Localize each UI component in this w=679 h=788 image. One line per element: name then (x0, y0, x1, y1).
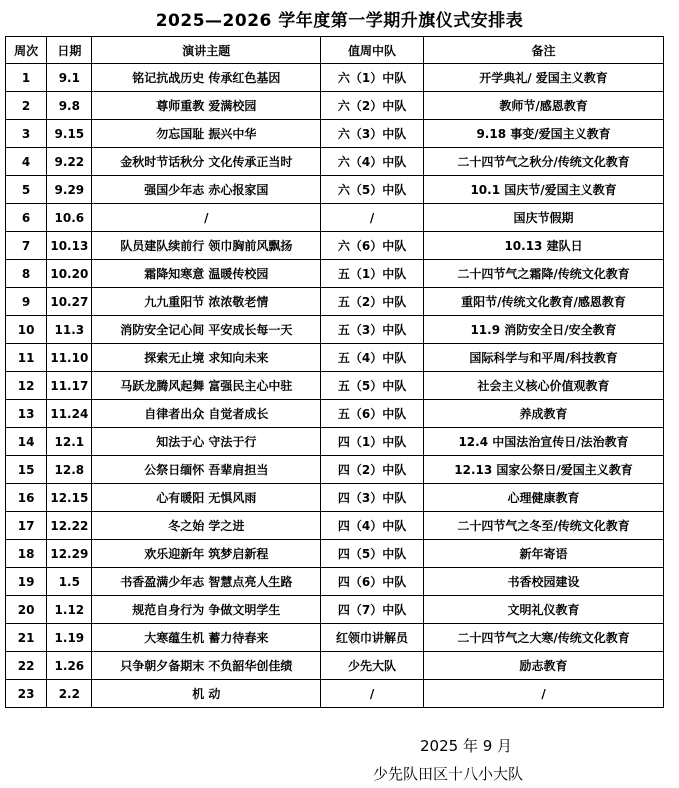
table-header-row (6, 37, 664, 64)
cell-note: 二十四节气之大寒/传统文化教育 (424, 624, 664, 652)
cell-week: 4 (6, 148, 47, 176)
cell-squad: 四（7）中队 (321, 596, 424, 624)
cell-topic: 马跃龙腾风起舞 富强民主心中驻 (92, 372, 321, 400)
cell-week: 15 (6, 456, 47, 484)
cell-topic: 金秋时节话秋分 文化传承正当时 (92, 148, 321, 176)
cell-topic: 队员建队续前行 领巾胸前风飘扬 (92, 232, 321, 260)
table-row (6, 624, 664, 652)
cell-date: 11.10 (47, 344, 92, 372)
cell-week: 5 (6, 176, 47, 204)
cell-week: 11 (6, 344, 47, 372)
cell-squad: 红领巾讲解员 (321, 624, 424, 652)
cell-squad: 五（5）中队 (321, 372, 424, 400)
cell-week: 8 (6, 260, 47, 288)
cell-squad: 四（1）中队 (321, 428, 424, 456)
cell-date: 11.3 (47, 316, 92, 344)
cell-note: 二十四节气之霜降/传统文化教育 (424, 260, 664, 288)
cell-week: 19 (6, 568, 47, 596)
cell-week: 20 (6, 596, 47, 624)
table-row (6, 232, 664, 260)
cell-topic: 强国少年志 赤心报家国 (92, 176, 321, 204)
cell-week: 7 (6, 232, 47, 260)
cell-topic: 霜降知寒意 温暖传校园 (92, 260, 321, 288)
table-row (6, 344, 664, 372)
cell-squad: 六（6）中队 (321, 232, 424, 260)
cell-note: 养成教育 (424, 400, 664, 428)
cell-note: 文明礼仪教育 (424, 596, 664, 624)
cell-note: 10.13 建队日 (424, 232, 664, 260)
cell-note: 教师节/感恩教育 (424, 92, 664, 120)
table-row (6, 204, 664, 232)
cell-topic: 书香盈满少年志 智慧点亮人生路 (92, 568, 321, 596)
cell-note: / (424, 680, 664, 708)
cell-topic: 知法于心 守法于行 (92, 428, 321, 456)
cell-date: 12.8 (47, 456, 92, 484)
cell-week: 10 (6, 316, 47, 344)
cell-date: 10.20 (47, 260, 92, 288)
cell-week: 2 (6, 92, 47, 120)
cell-date: 1.5 (47, 568, 92, 596)
table-row (6, 680, 664, 708)
table-row (6, 428, 664, 456)
cell-squad: 六（5）中队 (321, 176, 424, 204)
cell-note: 开学典礼/ 爱国主义教育 (424, 64, 664, 92)
cell-note: 国际科学与和平周/科技教育 (424, 344, 664, 372)
cell-week: 6 (6, 204, 47, 232)
cell-topic: 心有暖阳 无惧风雨 (92, 484, 321, 512)
cell-week: 14 (6, 428, 47, 456)
cell-note: 社会主义核心价值观教育 (424, 372, 664, 400)
cell-note: 二十四节气之秋分/传统文化教育 (424, 148, 664, 176)
table-row (6, 260, 664, 288)
cell-week: 22 (6, 652, 47, 680)
cell-squad: 六（4）中队 (321, 148, 424, 176)
cell-topic: 规范自身行为 争做文明学生 (92, 596, 321, 624)
cell-note: 励志教育 (424, 652, 664, 680)
table-row (6, 148, 664, 176)
cell-topic: 自律者出众 自觉者成长 (92, 400, 321, 428)
table-row (6, 288, 664, 316)
cell-week: 13 (6, 400, 47, 428)
cell-squad: 四（6）中队 (321, 568, 424, 596)
table-row (6, 64, 664, 92)
cell-note: 心理健康教育 (424, 484, 664, 512)
cell-squad: / (321, 204, 424, 232)
cell-squad: 六（1）中队 (321, 64, 424, 92)
table-row (6, 92, 664, 120)
cell-week: 21 (6, 624, 47, 652)
cell-topic: 公祭日缅怀 吾辈肩担当 (92, 456, 321, 484)
cell-note: 9.18 事变/爱国主义教育 (424, 120, 664, 148)
cell-squad: 五（2）中队 (321, 288, 424, 316)
cell-date: 1.19 (47, 624, 92, 652)
cell-date: 12.29 (47, 540, 92, 568)
table-row (6, 652, 664, 680)
cell-squad: 少先大队 (321, 652, 424, 680)
table-row (6, 372, 664, 400)
cell-week: 9 (6, 288, 47, 316)
cell-note: 新年寄语 (424, 540, 664, 568)
cell-topic: 欢乐迎新年 筑梦启新程 (92, 540, 321, 568)
cell-week: 1 (6, 64, 47, 92)
header-squad: 值周中队 (321, 37, 424, 64)
cell-topic: 大寒蕴生机 蓄力待春来 (92, 624, 321, 652)
cell-date: 1.26 (47, 652, 92, 680)
cell-topic: 九九重阳节 浓浓敬老情 (92, 288, 321, 316)
cell-squad: 六（3）中队 (321, 120, 424, 148)
cell-date: 12.1 (47, 428, 92, 456)
cell-note: 11.9 消防安全日/安全教育 (424, 316, 664, 344)
cell-squad: 五（6）中队 (321, 400, 424, 428)
cell-topic: 勿忘国耻 振兴中华 (92, 120, 321, 148)
table-row (6, 484, 664, 512)
cell-date: 9.1 (47, 64, 92, 92)
header-topic: 演讲主题 (92, 37, 321, 64)
cell-week: 17 (6, 512, 47, 540)
cell-squad: 五（3）中队 (321, 316, 424, 344)
cell-squad: 六（2）中队 (321, 92, 424, 120)
cell-squad: 四（3）中队 (321, 484, 424, 512)
cell-date: 9.15 (47, 120, 92, 148)
table-row (6, 120, 664, 148)
cell-date: 11.24 (47, 400, 92, 428)
cell-week: 18 (6, 540, 47, 568)
cell-week: 23 (6, 680, 47, 708)
table-row (6, 316, 664, 344)
cell-date: 9.8 (47, 92, 92, 120)
table-row (6, 540, 664, 568)
table-row (6, 400, 664, 428)
table-row (6, 176, 664, 204)
cell-date: 2.2 (47, 680, 92, 708)
header-note: 备注 (424, 37, 664, 64)
cell-date: 11.17 (47, 372, 92, 400)
cell-topic: 铭记抗战历史 传承红色基因 (92, 64, 321, 92)
cell-date: 1.12 (47, 596, 92, 624)
schedule-table (5, 36, 664, 708)
cell-topic: 尊师重教 爱满校园 (92, 92, 321, 120)
cell-squad: 四（4）中队 (321, 512, 424, 540)
cell-squad: 四（5）中队 (321, 540, 424, 568)
cell-topic: 冬之始 学之进 (92, 512, 321, 540)
footer-date: 2025 年 9 月 (420, 737, 513, 755)
cell-topic: / (92, 204, 321, 232)
cell-date: 10.6 (47, 204, 92, 232)
cell-date: 12.22 (47, 512, 92, 540)
cell-date: 9.29 (47, 176, 92, 204)
cell-topic: 机 动 (92, 680, 321, 708)
table-row (6, 568, 664, 596)
cell-note: 书香校园建设 (424, 568, 664, 596)
cell-date: 10.27 (47, 288, 92, 316)
table-row (6, 596, 664, 624)
cell-week: 12 (6, 372, 47, 400)
cell-note: 国庆节假期 (424, 204, 664, 232)
table-row (6, 456, 664, 484)
cell-note: 重阳节/传统文化教育/感恩教育 (424, 288, 664, 316)
cell-squad: 五（4）中队 (321, 344, 424, 372)
cell-topic: 只争朝夕备期末 不负韶华创佳绩 (92, 652, 321, 680)
page-title: 2025—2026 学年度第一学期升旗仪式安排表 (155, 11, 524, 31)
cell-note: 二十四节气之冬至/传统文化教育 (424, 512, 664, 540)
cell-squad: 五（1）中队 (321, 260, 424, 288)
cell-week: 16 (6, 484, 47, 512)
cell-topic: 探索无止境 求知向未来 (92, 344, 321, 372)
cell-note: 10.1 国庆节/爱国主义教育 (424, 176, 664, 204)
footer-org: 少先队田区十八小大队 (373, 765, 524, 783)
cell-date: 9.22 (47, 148, 92, 176)
cell-date: 10.13 (47, 232, 92, 260)
cell-squad: 四（2）中队 (321, 456, 424, 484)
cell-note: 12.4 中国法治宣传日/法治教育 (424, 428, 664, 456)
cell-squad: / (321, 680, 424, 708)
cell-week: 3 (6, 120, 47, 148)
cell-note: 12.13 国家公祭日/爱国主义教育 (424, 456, 664, 484)
cell-topic: 消防安全记心间 平安成长每一天 (92, 316, 321, 344)
table-row (6, 512, 664, 540)
header-date: 日期 (47, 37, 92, 64)
header-week: 周次 (6, 37, 47, 64)
cell-date: 12.15 (47, 484, 92, 512)
